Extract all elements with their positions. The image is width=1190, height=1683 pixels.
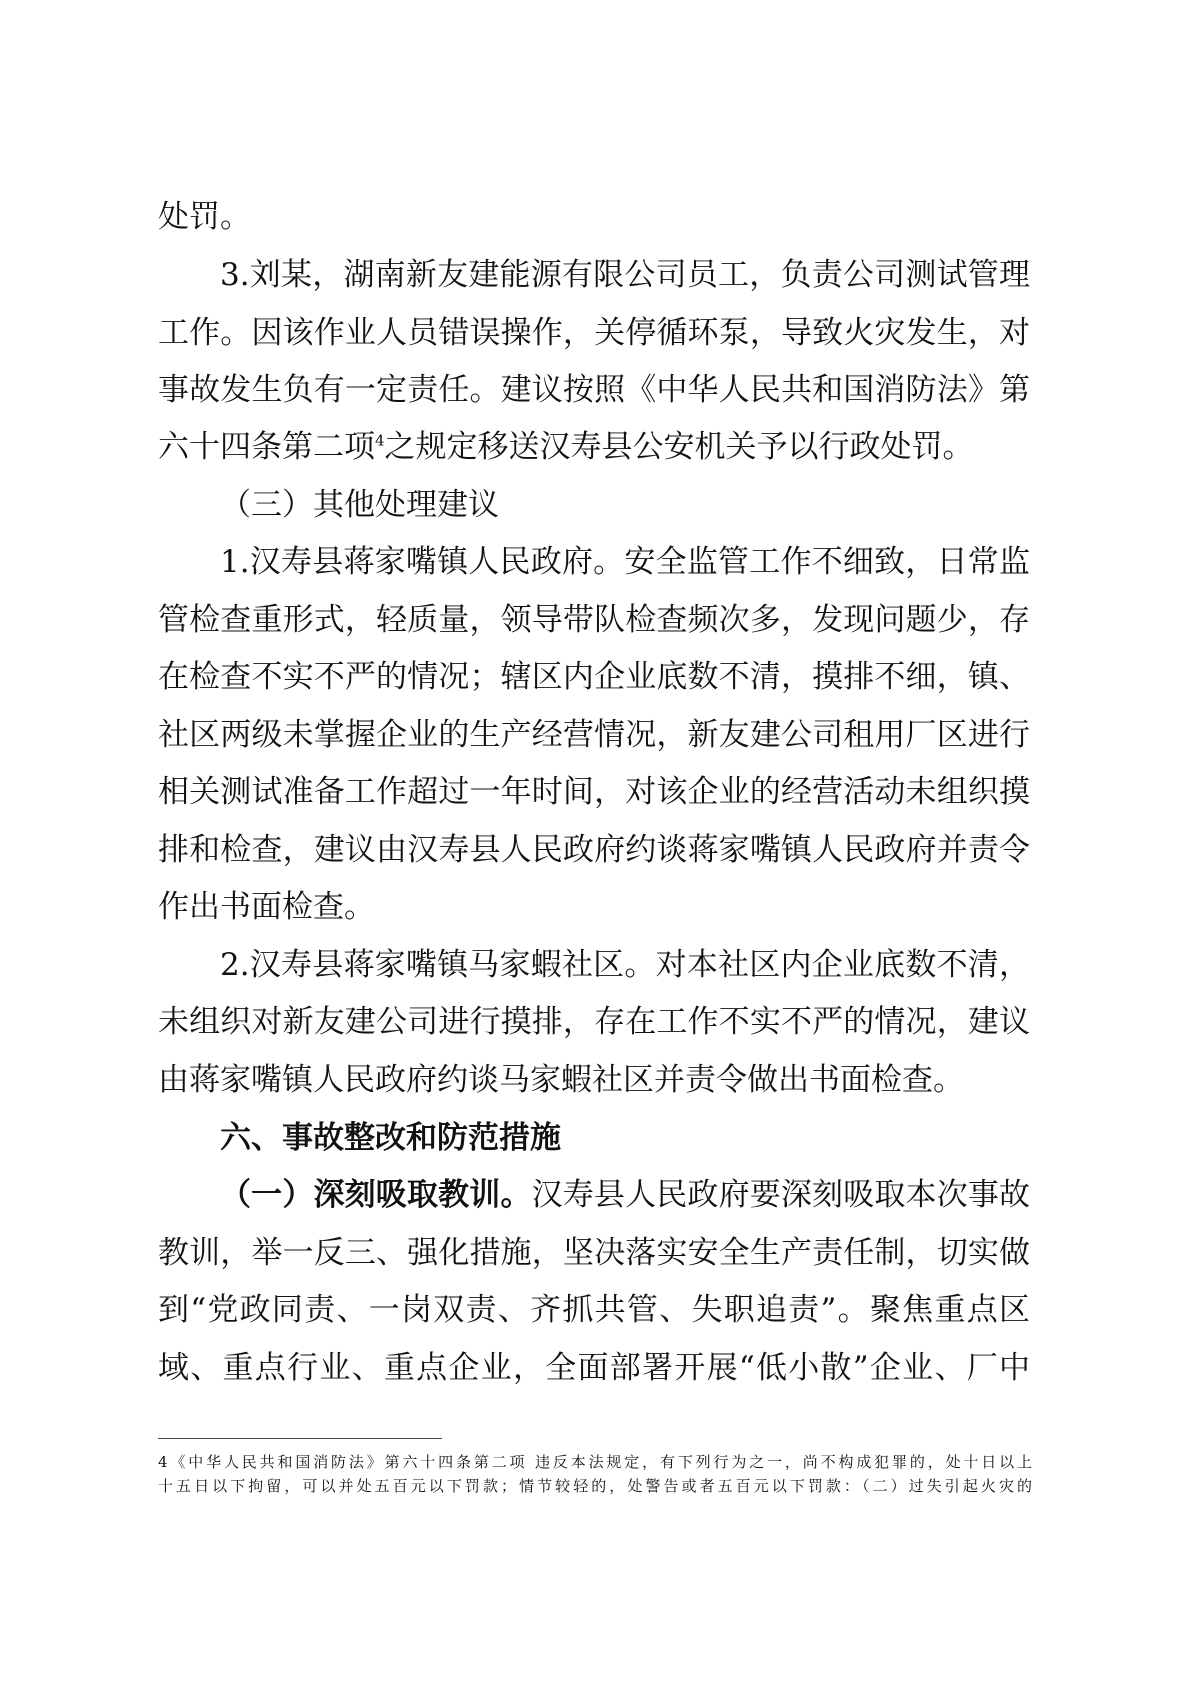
- other1-line6: 排和检查，建议由汉寿县人民政府约谈蒋家嘴镇人民政府并责令: [158, 832, 1030, 868]
- footnote-line2: 十五日以下拘留，可以并处五百元以下罚款；情节较轻的，处警告或者五百元以下罚款：（二）过失引起火灾的: [158, 1477, 1032, 1495]
- section3-heading: （三）其他处理建议: [220, 487, 499, 523]
- item3-line4-a: 六十四条第二项: [158, 429, 375, 465]
- other1-line2: 管检查重形式，轻质量，领导带队检查频次多，发现问题少，存: [158, 602, 1030, 638]
- item3-line4: [158, 427, 974, 467]
- other1-line4: 社区两级未掌握企业的生产经营情况，新友建公司租用厂区进行: [158, 717, 1030, 753]
- other1-line5: 相关测试准备工作超过一年时间，对该企业的经营活动未组织摸: [158, 774, 1030, 810]
- footnote-separator: [158, 1438, 442, 1439]
- item3-line2: 工作。因该作业人员错误操作，关停循环泵，导致火灾发生，对: [158, 315, 1030, 351]
- measure1-line1-rest: 汉寿县人民政府要深刻吸取本次事故: [531, 1177, 1031, 1213]
- measure1-line1: [220, 1175, 1030, 1215]
- measure1-line2: 教训，举一反三、强化措施，坚决落实安全生产责任制，切实做: [158, 1235, 1030, 1271]
- other2-line1: 2.汉寿县蒋家嘴镇马家蝦社区。对本社区内企业底数不清，: [220, 947, 1030, 983]
- item3-line3: 事故发生负有一定责任。建议按照《中华人民共和国消防法》第: [158, 372, 1030, 408]
- chapter6-heading: 六、事故整改和防范措施: [220, 1120, 561, 1156]
- measure1-heading: （一）深刻吸取教训。: [220, 1177, 532, 1213]
- other2-line2: 未组织对新友建公司进行摸排，存在工作不实不严的情况，建议: [158, 1004, 1030, 1040]
- item3-line1: 3.刘某，湖南新友建能源有限公司员工，负责公司测试管理: [220, 257, 1030, 293]
- footnote-ref-4: 4: [375, 431, 385, 450]
- other1-line7: 作出书面检查。: [158, 889, 375, 925]
- measure1-line3: 到“党政同责、一岗双责、齐抓共管、失职追责”。聚焦重点区: [158, 1292, 1030, 1328]
- other1-line1: 1.汉寿县蒋家嘴镇人民政府。安全监管工作不细致，日常监: [220, 544, 1030, 580]
- paragraph-tail: 处罚。: [158, 199, 251, 235]
- other2-line3: 由蒋家嘴镇人民政府约谈马家蝦社区并责令做出书面检查。: [158, 1062, 964, 1098]
- footnote-line1: 4《中华人民共和国消防法》第六十四条第二项 违反本法规定，有下列行为之一，尚不构成犯罪的，处十日以上: [158, 1453, 1032, 1471]
- measure1-line4: 域、重点行业、重点企业，全面部署开展“低小散”企业、厂中: [158, 1350, 1030, 1386]
- other1-line3: 在检查不实不严的情况；辖区内企业底数不清，摸排不细，镇、: [158, 659, 1030, 695]
- item3-line4-b: 之规定移送汉寿县公安机关予以行政处罚。: [384, 429, 974, 465]
